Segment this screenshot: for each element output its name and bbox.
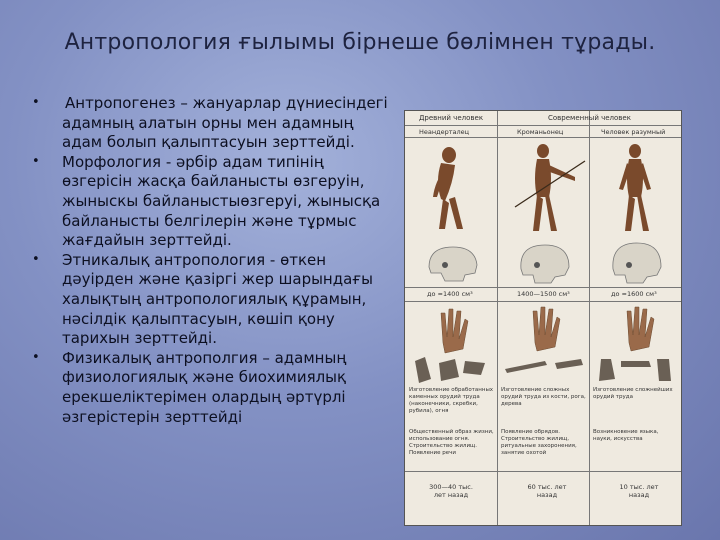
- stone-tool-icon: [415, 357, 431, 383]
- bullet-item: [28, 251, 388, 349]
- modern-tool-icon: [621, 361, 651, 367]
- bullet-text: Антропогенез – жануарлар дүниесіндегі адамның алатын орны мен адамның адам болып қалыптасуын зерттейді.: [62, 94, 388, 152]
- bullet-text: Этникалық антропология - өткен дәуірден және қазіргі жер шарындағы халықтың антропологиялық құрамын, нәсілдік қалыптасуын, көшіп қону тарихын зерттейді.: [62, 250, 374, 348]
- species-name: Неандерталец: [419, 128, 470, 136]
- cromagnon-hand-icon: [533, 307, 560, 351]
- cromagnon-figure: [515, 144, 585, 231]
- bullet-dot: •: [32, 251, 40, 267]
- bullet-list: [28, 94, 388, 427]
- evolution-figure: [404, 110, 682, 526]
- modern-tool-icon: [657, 359, 671, 381]
- brain-volume: до ≈1400 см³: [427, 290, 473, 298]
- achievements-text: Изготовление сложных орудий труда из кости, рога, дерева: [501, 387, 586, 407]
- figure-divider: [405, 287, 681, 288]
- stone-tool-icon: [463, 361, 485, 375]
- modern-tool-icon: [599, 359, 615, 381]
- bullet-dot: •: [32, 153, 40, 169]
- neanderthal-hand-icon: [441, 309, 468, 353]
- bullet-dot: •: [32, 95, 40, 110]
- lifestyle-text: Общественный образ жизни, использование огня. Строительство жилищ. Появление речи: [409, 429, 494, 456]
- neanderthal-figure: [433, 147, 463, 229]
- period-years: 10 тыс. лет назад: [619, 483, 659, 499]
- brain-volume: до ≈1600 см³: [611, 290, 657, 298]
- bone-tool-icon: [505, 361, 547, 373]
- brain-volume: 1400—1500 см³: [517, 290, 570, 298]
- species-name: Кроманьонец: [517, 128, 564, 136]
- achievements-text: Изготовление обработанных каменных орудий труда (наконечники, скребки, рубила), огня: [409, 387, 494, 414]
- cromagnon-skull-icon: [521, 245, 569, 283]
- figure-divider: [405, 301, 681, 302]
- bullet-item: [28, 349, 388, 427]
- homo-sapiens-figure: [619, 144, 651, 231]
- modern-hand-icon: [627, 307, 654, 351]
- figure-header-ancient: Древний человек: [405, 111, 497, 126]
- period-years: 300—40 тыс. лет назад: [429, 483, 473, 499]
- hands-and-tools-illustration: [405, 303, 681, 385]
- neanderthal-skull-icon: [429, 247, 477, 281]
- lifestyle-text: Возникновение языка, науки, искусства: [593, 429, 659, 442]
- bullet-item: [28, 153, 388, 251]
- bullet-text: Физикалық антрополгия – адамның физиологиялық және биохимиялық ерекшеліктерімен олардың әртүрлі әзгерістерін зерттейді: [62, 348, 347, 426]
- lifestyle-text: Появление обрядов. Строительство жилищ, ритуальные захоронения, занятие охотой: [501, 429, 577, 456]
- bone-tool-icon: [555, 359, 583, 369]
- skulls-illustration: [405, 239, 681, 285]
- species-name: Человек разумный: [601, 128, 666, 136]
- figure-divider: [405, 471, 681, 472]
- stone-tool-icon: [439, 359, 459, 381]
- slide-title: Антропология ғылымы бірнеше бөлімнен тұрады.: [64, 30, 656, 55]
- bullet-dot: •: [32, 349, 40, 365]
- figure-header-modern: Современный человек: [498, 111, 681, 126]
- modern-skull-icon: [613, 243, 661, 283]
- bullet-text: Морфология - әрбір адам типінің өзгерісін жасқа байланысты өзгеруін, жыныскы байланыстыөзгеруі, жынысқа байланысты белгілерін және тұрмыс жағдайын зерттейді.: [62, 152, 381, 250]
- period-years: 60 тыс. лет назад: [527, 483, 567, 499]
- achievements-text: Изготовление сложнейших орудий труда: [593, 387, 673, 400]
- human-figures-illustration: [405, 137, 681, 237]
- bullet-item: [28, 94, 388, 153]
